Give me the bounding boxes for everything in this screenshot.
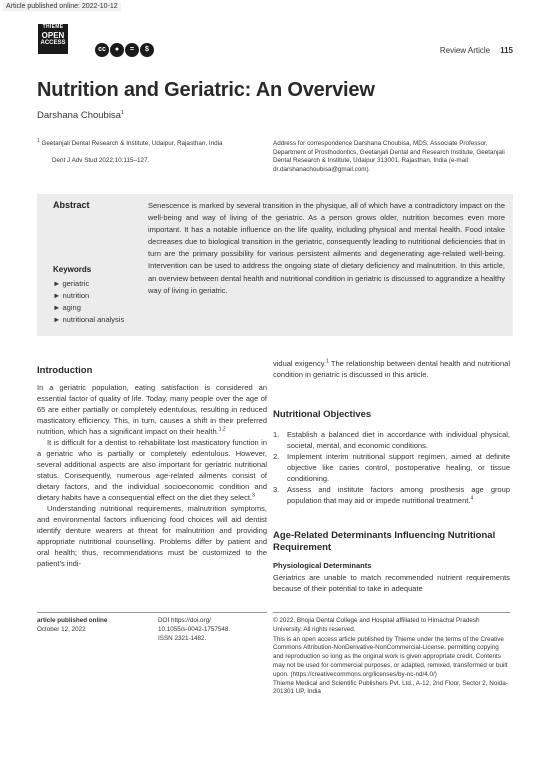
publication-date-tag: Article published online: 2022-10-12: [3, 2, 121, 11]
article-type-label: Review Article: [439, 46, 491, 55]
footer-rule-right: [273, 612, 510, 613]
determinants-heading: Age-Related Determinants Influencing Nutritional Requirement: [273, 530, 496, 553]
nc-icon: $: [140, 43, 154, 57]
keywords-heading: Keywords: [53, 265, 92, 274]
objective-item: 2. Implement interim nutritional support regimen, aimed at definite objective like caries control, postoperative healing, or tissue conditioning.: [273, 452, 510, 483]
intro-paragraph-3: Understanding nutritional requirements, malnutrition symptoms, and environmental factors influencing food choices will aid dentist identify denture wearers at threat for malnutrition and providing appropriate nutritional counselling. Problems differ by patient and oral health; thus, recommendations must be customized to the patient's indi-: [37, 504, 267, 568]
author-name: Darshana Choubisa: [37, 110, 121, 121]
license-text: This is an open access article published by Thieme under the terms of the Creative Commons Attribution-NonDerivative-NonCommercial-License, permitting copying and reproduction so long as the original work is given appropriate credit. Contents may not be used for commercial purposes, or adapted, remixed, transformed or built upon. (https://creativecommons.org/licenses/by-nc-nd/4.0/): [273, 635, 508, 678]
abstract-heading: Abstract: [53, 200, 90, 210]
footer-doi: [158, 617, 268, 643]
nutritional-objectives-heading: Nutritional Objectives: [273, 409, 372, 420]
page-number: 115: [500, 46, 513, 55]
footer-published: [37, 617, 149, 635]
physiological-determinants-heading: Physiological Determinants: [273, 561, 372, 570]
author-sup: 1: [120, 109, 124, 116]
intro-paragraph-2: It is difficult for a dentist to rehabilitate lost masticatory function in a geriatric who is partially or completely edentulous. However, several additional aspects are also important for geriatric nutritional status. Consequently, numerous age-related ailments consist of dietary factors, and the individual socioeconomic condition and dietary habits have a consequential effect on the diet they select.$^3$: [37, 438, 267, 502]
affiliation-text: Geetanjali Dental Research & Institute, Udaipur, Rajasthan, India: [41, 140, 223, 147]
copyright: © 2022. Bhojia Dental College and Hospital affiliated to Himachal Pradesh University. All rights reserved.: [273, 617, 480, 633]
keyword-item: ► aging: [53, 303, 81, 312]
keyword-item: ► nutrition: [53, 291, 90, 300]
introduction-heading: Introduction: [37, 365, 93, 376]
logo-line-3: ACCESS: [40, 40, 66, 46]
nd-icon: =: [125, 43, 139, 57]
introduction-body: [37, 382, 267, 569]
cc-icon: cc: [95, 43, 109, 57]
author-line: [37, 110, 124, 121]
objective-item: 3. Assess and institute factors among prosthesis age group population that may aid or impede nutritional treatment.$^4$: [273, 485, 510, 505]
affiliation-sup: 1: [37, 137, 40, 144]
intro-paragraph-1: In a geriatric population, eating satisfaction is considered an essential factor of quality of life. Today, many people over the age of 65 are either partially or completely edentulous, resulting in reduced masticatory efficiency. This, in turn, causes a shift in their preferred nutrition, which has a significant impact on their health.$^{1,2}$: [37, 383, 267, 436]
logo-line-2: OPEN: [41, 31, 65, 40]
published-label: article published online: [37, 617, 108, 624]
correspondence: Address for correspondence Darshana Choubisa, MDS, Associate Professor, Department of Prosthodontics, Geetanjali Dental and Research Institute, Geetanjali Dental Research & Institute, Udaipur 313001, Rajasthan, India (e-mail: dr.darshanachoubisa@gmail.com).: [273, 140, 505, 173]
issn: ISSN 2321-1482.: [158, 634, 207, 642]
objectives-list: [273, 429, 510, 506]
by-icon: ●: [110, 43, 124, 57]
publisher: Thieme Medical and Scientific Publishers Pvt. Ltd., A-12, 2nd Floor, Sector 2, Noida-201301 UP, India: [273, 679, 508, 696]
article-title: Nutrition and Geriatric: An Overview: [37, 79, 375, 101]
keywords-list: [53, 278, 124, 326]
objective-item: 1. Establish a balanced diet in accordance with individual physical, societal, mental, and economic conditions.: [273, 430, 510, 450]
published-date: October 12, 2022: [37, 625, 86, 633]
keyword-item: ► nutritional analysis: [53, 315, 125, 324]
keyword-item: ► geriatric: [53, 279, 90, 288]
footer-rule-left: [37, 612, 267, 613]
footer-rights: [273, 617, 510, 697]
doi-value[interactable]: 10.1055/s-0042-1757548.: [158, 625, 231, 633]
running-header: [440, 46, 513, 55]
logo-line-1: THIEME: [42, 24, 64, 30]
doi-label: DOI https://doi.org/: [158, 617, 211, 624]
license-icons: [95, 43, 154, 57]
abstract-text: Senescence is marked by several transition in the physique, all of which have a contradictory impact on the well-being and way of living of the geriatric. As a person grows older, nutrition becomes even more important. It has a notable influence on the life quality, including physical and mental health. Food intake decreases due to biological transition in the geriatric, consequently leading to nutritional deficiencies that in turn are the primary possibility for various persistent ailments and degenerating age-related well-being. Intervention can be used to address the ongoing state of dietary deficiency and malnutrition. In this article, an overview between dental health and nutritional condition in geriatric is discussed to aggrandize a healthy way of living in geriatric.: [148, 201, 505, 295]
right-column-continuation: vidual exigency.$^1$ The relationship between dental health and nutritional condition in geriatric is discussed in this article.: [273, 358, 510, 379]
citation: Dent J Adv Stud 2022;10:115–127.: [52, 157, 150, 164]
affiliation: [37, 137, 269, 149]
physiological-determinants-text: Geriatrics are unable to match recommended nutrient requirements because of their potential to take in adequate: [273, 573, 510, 593]
thieme-open-access-logo: [38, 24, 68, 54]
